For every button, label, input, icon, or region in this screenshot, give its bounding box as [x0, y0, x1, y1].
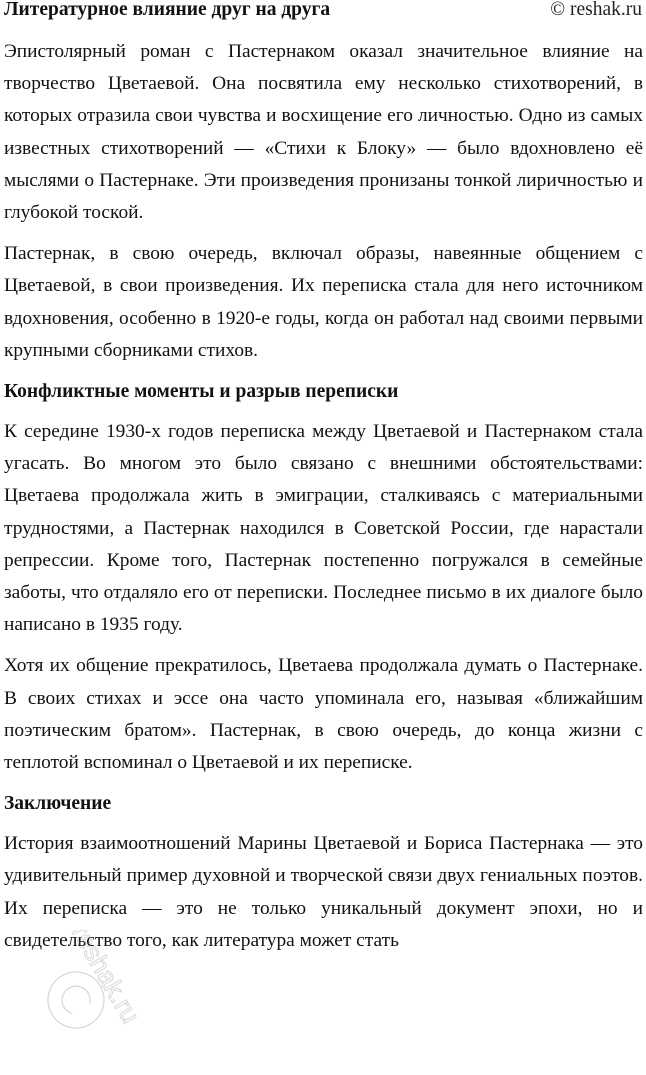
page-title: Литературное влияние друг на друга	[4, 0, 331, 20]
paragraph: Пастернак, в свою очередь, включал образы, навеянные общением с Цветаевой, в свои произведения. Их переписка стала для него источником вдохновения, особенно в 1920-е годы, когда он работал над своими первыми крупными сборниками стихов.	[4, 243, 643, 361]
site-credit: © reshak.ru	[550, 0, 642, 20]
watermark-text: reshak.ru	[65, 930, 146, 1029]
paragraph: Хотя их общение прекратилось, Цветаева продолжала думать о Пастернаке. В своих стихах и эссе она часто упоминала его, называя «ближайшим поэтическим братом». Пастернак, в свою очередь, до конца жизни с теплотой вспоминал о Цветаевой и их переписке.	[4, 655, 643, 774]
section-heading: Конфликтные моменты и разрыв переписки	[4, 381, 399, 403]
article-body	[4, 36, 643, 966]
paragraph: К середине 1930-х годов переписка между Цветаевой и Пастернаком стала угасать. Во многом это было связано с внешними обстоятельствами: Цветаева продолжала жить в эмиграции, сталкиваясь с материальными трудностями, а Пастернак находился в Советской России, где нарастали репрессии. Кроме того, Пастернак постепенно погружался в семейные заботы, что отдаляло его от переписки. Последнее письмо в их диалоге было написано в 1935 году.	[4, 421, 643, 636]
paragraph: Эпистолярный роман с Пастернаком оказал значительное влияние на творчество Цветаевой. Она посвятила ему несколько стихотворений, в которых отразила свои чувства и восхищение его личностью. Одно из самых известных стихотворений — «Стихи к Блоку» — было вдохновлено её мыслями о Пастернаке. Эти произведения пронизаны тонкой лиричностью и глубокой тоской.	[4, 41, 643, 224]
page-header	[4, 0, 642, 22]
paragraph: История взаимоотношений Марины Цветаевой и Бориса Пастернака — это удивительный пример духовной и творческой связи двух гениальных поэтов. Их переписка — это не только уникальный документ эпохи, но и свидетельство того, как литература может стать	[4, 833, 643, 951]
section-heading: Заключение	[4, 793, 112, 815]
